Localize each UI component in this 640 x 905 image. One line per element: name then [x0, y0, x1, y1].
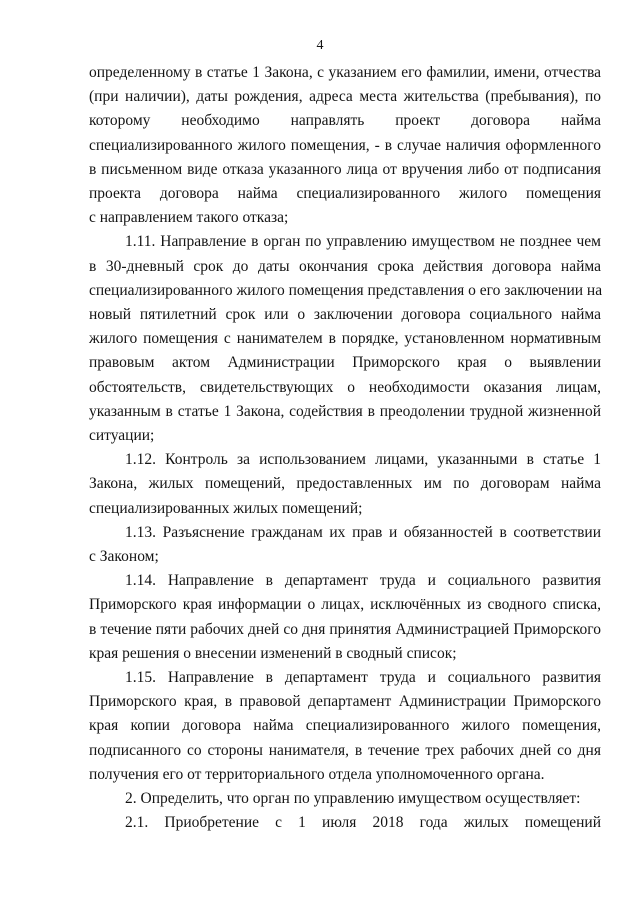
text-line: (при наличии), даты рождения, адреса места жительства (пребывания), по — [89, 88, 601, 106]
paragraph-item-1-15 — [89, 666, 601, 787]
paragraph-item-1-12 — [89, 448, 601, 521]
paragraph-item-2 — [89, 787, 601, 811]
text-line: специализированных жилых помещений; — [89, 499, 363, 517]
text-line: 1.14. Направление в департамент труда и социального развития — [125, 572, 601, 590]
paragraph-item-1-11 — [89, 230, 601, 448]
paragraph-item-1-13 — [89, 521, 601, 569]
text-line: 2.1. Приобретение с 1 июля 2018 года жилых помещений — [125, 814, 601, 832]
text-line: с направлением такого отказа; — [89, 209, 289, 227]
text-line: Приморского края, в правовой департамент Администрации Приморского — [89, 693, 601, 711]
page-number: 4 — [316, 38, 324, 53]
text-line: 1.11. Направление в орган по управлению имуществом не позднее чем — [125, 233, 601, 251]
text-line: подписанного со стороны нанимателя, в течение трех рабочих дней со дня — [89, 741, 601, 759]
text-line: 1.13. Разъяснение гражданам их прав и обязанностей в соответствии — [125, 523, 601, 541]
paragraph-cont-1-10 — [89, 61, 601, 230]
text-line: обстоятельств, свидетельствующих о необходимости оказания лицам, — [89, 378, 601, 396]
text-line: получения его от территориального отдела уполномоченного органа. — [89, 765, 545, 783]
text-line: с Законом; — [89, 548, 159, 566]
text-line: Закона, жилых помещений, предоставленных им по договорам найма — [89, 475, 601, 493]
text-line: в письменном виде отказа указанного лица от вручения либо от подписания — [89, 160, 601, 178]
text-line: края решения о внесении изменений в сводный список; — [89, 644, 457, 662]
document-body — [89, 61, 601, 836]
text-line: указанным в статье 1 Закона, содействия в преодолении трудной жизненной — [89, 402, 601, 420]
text-line: в течение пяти рабочих дней со дня принятия Администрацией Приморского — [89, 620, 601, 638]
text-line: проекта договора найма специализированного жилого помещения — [89, 185, 601, 203]
text-line: 1.12. Контроль за использованием лицами, указанными в статье 1 — [125, 451, 601, 469]
text-line: 1.15. Направление в департамент труда и социального развития — [125, 669, 601, 687]
text-line: Приморского края информации о лицах, исключённых из сводного списка, — [89, 596, 601, 614]
text-line: в 30-дневный срок до даты окончания срока действия договора найма — [89, 257, 601, 275]
text-line: ситуации; — [89, 427, 155, 445]
text-line: специализированного жилого помещения, - в случае наличия оформленного — [89, 136, 601, 154]
text-line: определенному в статье 1 Закона, с указанием его фамилии, имени, отчества — [89, 64, 601, 81]
text-line: 2. Определить, что орган по управлению имуществом осуществляет: — [125, 790, 581, 808]
paragraph-item-2-1 — [89, 811, 601, 835]
text-line: специализированного жилого помещения представления о его заключении на — [89, 281, 603, 299]
paragraph-item-1-14 — [89, 569, 601, 666]
text-line: жилого помещения с нанимателем в порядке, установленном нормативным — [89, 330, 601, 348]
text-line: правовым актом Администрации Приморского края о выявлении — [89, 354, 601, 372]
text-line: новый пятилетний срок или о заключении договора социального найма — [89, 306, 601, 324]
text-line: края копии договора найма специализированного жилого помещения, — [89, 717, 601, 735]
text-line: которому необходимо направлять проект договора найма — [89, 112, 601, 130]
